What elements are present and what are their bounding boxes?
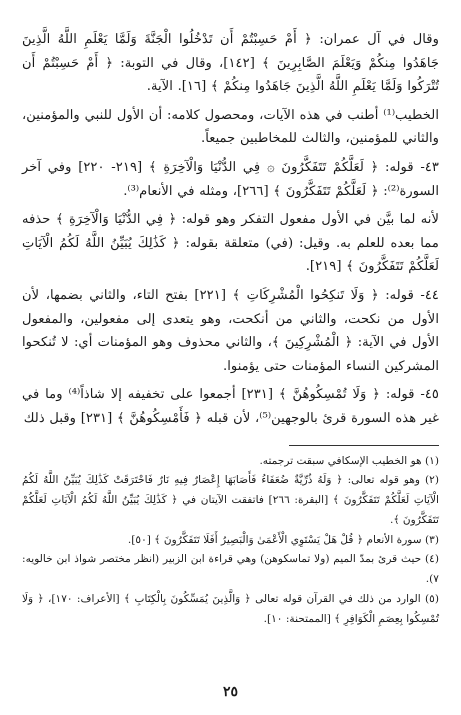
main-text [22, 28, 439, 431]
paragraph-item-45: ٤٥- قوله: ﴿ وَلَا تُمْسِكُوهُنَّ ﴾ [٢٣١] أجمعوا على تخفيفه إلا شاذاً⁽⁴⁾ وما في غير هذه السورة قرئ بالوجهين⁽⁵⁾، لأن قبله ﴿ فَأَمْسِكُوهُنَّ ﴾ [٢٣١] وقبل ذلك [22, 387, 439, 426]
paragraph-item-43-explanation: لأنه لما بيَّن في الأول مفعول التفكر وهو قوله: ﴿ فِي الدُّنْيَا وَالْآخِرَةِ ﴾ حذفه مما بعده للعلم به. وقيل: (في) متعلقة بقوله: ﴿ كَذَٰلِكَ يُبَيِّنُ اللَّهُ لَكُمُ الْآيَاتِ لَعَلَّكُمْ تَتَفَكَّرُونَ ﴾ [٢١٩]. [22, 212, 439, 275]
footnotes [22, 452, 439, 630]
paragraph-item-44: ٤٤- قوله: ﴿ وَلَا تَنكِحُوا الْمُشْرِكَاتِ ﴾ [٢٢١] بفتح التاء، والثاني بضمها، لأن الأول من نكحت، والثاني من أنكحت، وهو يتعدى إلى مفعولين، والمفعول الأول في الآية: ﴿ الْمُشْرِكِينَ ﴾، والثاني محذوف وهو المؤمنات أي: لا تُنكحوا المشركين النساء المؤمنات حتى يؤمنوا. [22, 287, 440, 374]
footnote-5: (٥) الوارد من ذلك في القرآن قوله تعالى ﴿ وَالَّذِينَ يُمَسِّكُونَ بِالْكِتَابِ ﴾ [الأعراف: ١٧٠]، ﴿ وَلَا تُمْسِكُوا بِعِصَمِ الْكَوَافِرِ ﴾ [الممتحنة: ١٠]. [22, 593, 439, 625]
footnote-2: (٢) وهو قوله تعالى: ﴿ وَلَهُ ذُرِّيَّةٌ ضُعَفَاءُ فَأَصَابَهَا إِعْصَارٌ فِيهِ نَارٌ فَاحْتَرَقَتْ كَذَٰلِكَ يُبَيِّنُ اللَّهُ لَكُمُ الْآيَاتِ لَعَلَّكُمْ تَتَفَكَّرُونَ ﴾ [البقرة: ٢٦٦] فاتفقت الآيتان في ﴿ كَذَٰلِكَ يُبَيِّنُ اللَّهُ لَكُمُ الْآيَاتِ لَعَلَّكُمْ تَتَفَكَّرُونَ ﴾. [22, 474, 439, 526]
footnote-separator [289, 445, 439, 446]
paragraph-khatib-summary: الخطيب⁽¹⁾ أطنب في هذه الآيات، ومحصول كلامه: أن الأول للنبي والمؤمنين، والثاني للمؤمنين، والثالث للمخاطبين جميعاً. [22, 107, 439, 147]
paragraph-item-43: ٤٣- قوله: ﴿ لَعَلَّكُمْ تَتَفَكَّرُونَ ۞ فِي الدُّنْيَا وَالْآخِرَةِ ﴾ [٢١٩- ٢٢٠] وفي آخر السورة⁽²⁾: ﴿ لَعَلَّكُمْ تَتَفَكَّرُونَ ﴾ [٢٦٦]، ومثله في الأنعام⁽³⁾. [22, 159, 440, 199]
footnote-4: (٤) حيث قرئ بمدّ الميم (ولا تماسكوهن) وهي قراءة ابن الزبير (انظر مختصر شواذ ابن خالويه: ٧). [22, 553, 439, 586]
paragraph-al-imran-tawbah: وقال في آل عمران: ﴿ أَمْ حَسِبْتُمْ أَن تَدْخُلُوا الْجَنَّةَ وَلَمَّا يَعْلَمِ اللَّهُ الَّذِينَ جَاهَدُوا مِنكُمْ وَيَعْلَمَ الصَّابِرِينَ ﴾ [١٤٢]، وقال في التوبة: ﴿ أَمْ حَسِبْتُمْ أَن تُتْرَكُوا وَلَمَّا يَعْلَمِ اللَّهُ الَّذِينَ جَاهَدُوا مِنكُمْ ﴾ [١٦]. الآية. [22, 32, 439, 95]
page-number: ٢٥ [222, 684, 239, 700]
footnote-1: (١) هو الخطيب الإسكافي سبقت ترجمته. [259, 454, 439, 467]
footnote-3: (٣) سورة الأنعام ﴿ قُلْ هَلْ يَسْتَوِي الْأَعْمَىٰ وَالْبَصِيرُ أَفَلَا تَتَفَكَّرُونَ ﴾ [٥٠]. [127, 533, 439, 546]
